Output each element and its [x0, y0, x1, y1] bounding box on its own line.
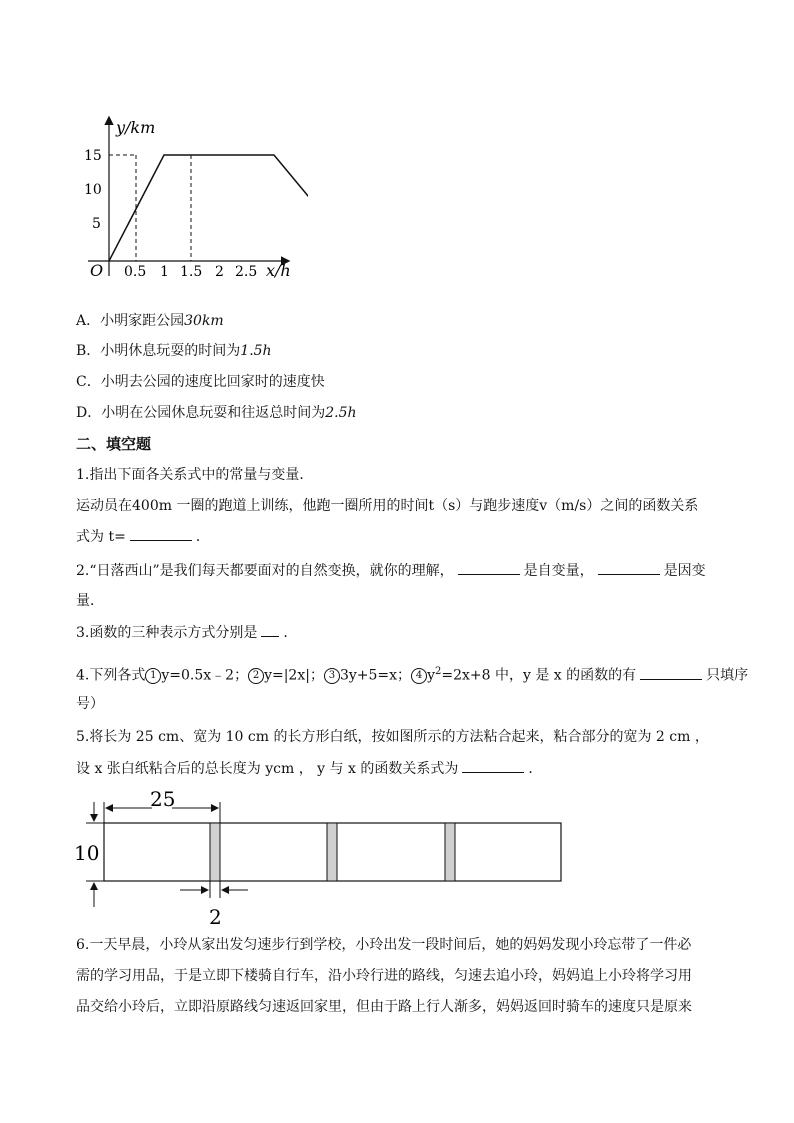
overlap-2: [327, 823, 337, 881]
option-b-text: 小明休息玩耍的时间为: [100, 343, 241, 359]
y-tick-10: 10: [84, 182, 102, 198]
q4-expr-3: 3y+5=x；: [339, 667, 412, 684]
q5-line1: 5.将长为 25 cm、宽为 10 cm 的长方形白纸，按如图所示的方法粘合起来，粘合部分的宽为 2 cm ，: [76, 729, 709, 745]
option-d: [76, 403, 357, 423]
q1-line3: [76, 526, 210, 547]
option-b: [76, 341, 272, 361]
q6-line3: 品交给小玲后，立即沿原路线匀速返回家里，但由于路上行人渐多，妈妈返回时骑车的速度只是原来: [76, 999, 692, 1015]
origin-label: O: [90, 261, 104, 280]
option-c: [76, 372, 325, 392]
q1-line2: 运动员在400m 一圈的跑道上训练，他跑一圈所用的时间t（s）与跑步速度v（m/s）之间的函数关系: [76, 498, 699, 514]
width-label: 10: [74, 841, 100, 865]
option-a-math: 30km: [184, 313, 224, 329]
option-a-letter: A．: [76, 313, 101, 329]
q2-part2: 是自变量，: [523, 563, 594, 579]
q5-prefix: 设 x 张白纸粘合后的总长度为 ycm ， y 与 x 的函数关系式为: [76, 761, 459, 777]
y-tick-5: 5: [92, 216, 101, 232]
option-a: [76, 311, 224, 331]
distance-time-graph: [78, 108, 308, 288]
q1-answer-blank[interactable]: [130, 526, 192, 541]
section-title: 二、填空题: [76, 435, 152, 453]
option-b-math: 1.5h: [240, 343, 272, 359]
x-tick-1: 1: [160, 264, 169, 280]
option-a-text: 小明家距公园: [100, 313, 185, 329]
x-tick-2-5: 2.5: [235, 264, 258, 280]
y-tick-15: 15: [84, 148, 102, 164]
q2-line2: 量．: [76, 593, 104, 609]
q2-line1: [76, 560, 706, 581]
q2-blank-dependent[interactable]: [598, 560, 660, 575]
q5-suffix: ．: [528, 761, 543, 777]
option-c-text: 小明去公园的速度比回家时的速度快: [100, 374, 325, 390]
x-tick-1-5: 1.5: [180, 264, 203, 280]
q4-line2: 号）: [76, 696, 104, 712]
circled-number-3: 3: [324, 668, 340, 684]
q3-line: [76, 622, 297, 643]
q4-answer-blank[interactable]: [640, 665, 702, 680]
circled-number-1: 1: [145, 668, 161, 684]
option-d-letter: D．: [76, 405, 102, 421]
q3-suffix: ．: [283, 625, 298, 641]
q2-part3: 是因变: [663, 563, 706, 579]
overlap-label: 2: [209, 905, 222, 929]
paper-strip-figure: [72, 782, 572, 934]
x-tick-2: 2: [215, 264, 224, 280]
q4-line1: [76, 662, 748, 686]
q2-blank-independent[interactable]: [458, 560, 520, 575]
x-axis-label: x/h: [266, 261, 291, 280]
option-d-math: 2.5h: [325, 405, 357, 421]
overlap-3: [445, 823, 455, 881]
overlap-1: [210, 823, 220, 881]
q3-answer-blank[interactable]: [261, 622, 279, 637]
q4-expr-2: y=|2x|；: [264, 667, 324, 684]
q6-line2: 需的学习用品，于是立即下楼骑自行车，沿小玲行进的路线，匀速去追小玲，妈妈追上小玲将学习用: [76, 968, 692, 984]
length-label: 25: [150, 787, 176, 811]
distance-line: [109, 155, 308, 261]
q1-prefix: 式为 t=: [76, 529, 126, 545]
option-c-letter: C．: [76, 374, 101, 390]
q5-answer-blank[interactable]: [462, 758, 524, 773]
q2-part1: 2.“日落西山”是我们每天都要面对的自然变换，就你的理解，: [76, 563, 454, 579]
x-tick-0-5: 0.5: [124, 264, 147, 280]
q4-expr-4-rest: =2x+8 中，y 是 x 的函数的有: [441, 667, 637, 684]
circled-number-2: 2: [248, 668, 264, 684]
y-axis-label: y/km: [116, 118, 156, 137]
q4-prefix: 4.下列各式: [76, 667, 146, 684]
q1-line1: 1.指出下面各关系式中的常量与变量．: [76, 467, 314, 483]
option-b-letter: B．: [76, 343, 101, 359]
q5-line2: [76, 758, 542, 779]
option-d-text: 小明在公园休息玩耍和往返总时间为: [101, 405, 326, 421]
q4-expr-1: y=0.5x﹣2；: [161, 667, 249, 684]
q4-expr-4-base: y: [427, 667, 435, 684]
q4-suffix: 只填序: [706, 667, 749, 684]
circled-number-4: 4: [411, 668, 427, 684]
q6-line1: 6.一天早晨，小玲从家出发匀速步行到学校，小玲出发一段时间后，她的妈妈发现小玲忘带了一件必: [76, 937, 692, 953]
q1-suffix: ．: [195, 529, 210, 545]
q4-expr-4-exponent: 2: [434, 666, 442, 677]
q3-prefix: 3.函数的三种表示方式分别是: [76, 625, 258, 641]
